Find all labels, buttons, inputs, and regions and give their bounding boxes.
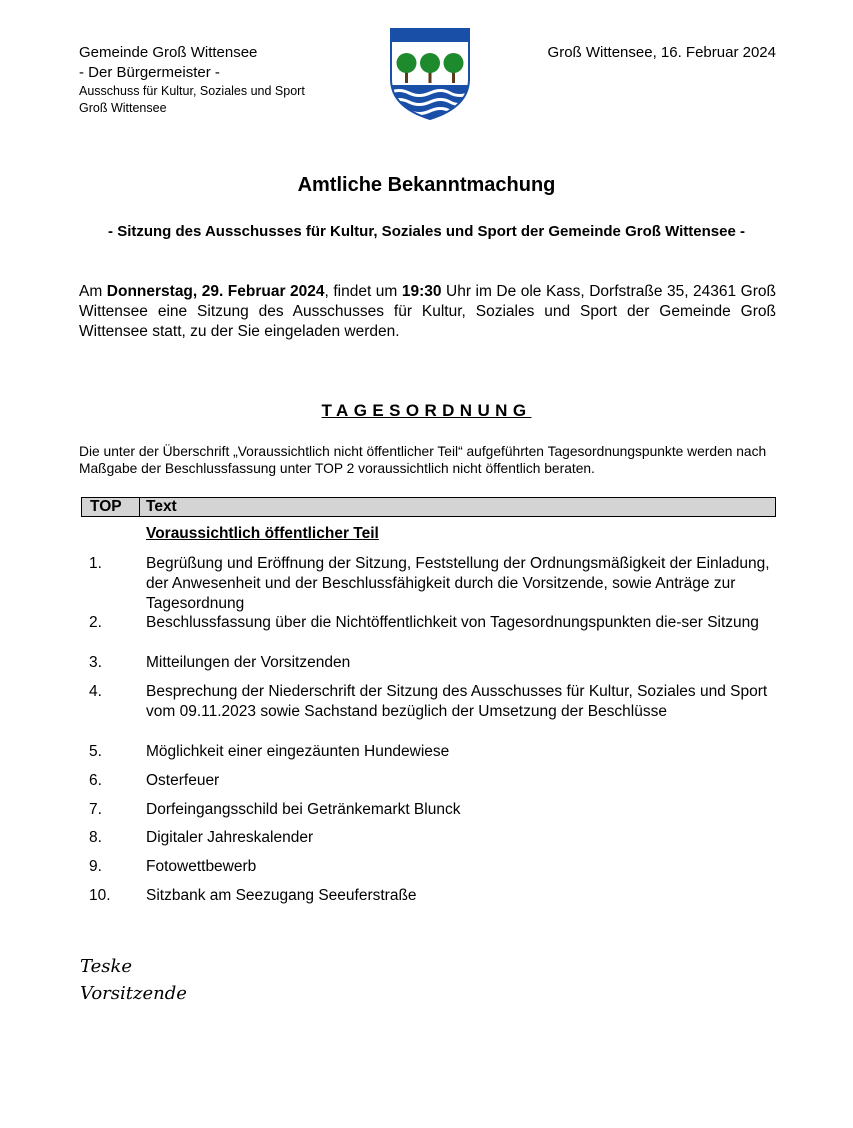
agenda-heading: TAGESORDNUNG bbox=[321, 401, 532, 420]
item-number: 6. bbox=[89, 772, 102, 789]
item-number: 2. bbox=[89, 614, 102, 631]
item-number: 4. bbox=[89, 683, 102, 700]
mayor-line: - Der Bürgermeister - bbox=[79, 64, 220, 81]
item-text: Sitzbank am Seezugang Seeuferstraße bbox=[146, 887, 417, 904]
municipality-name: Gemeinde Groß Wittensee bbox=[79, 44, 258, 61]
section-heading-public: Voraussichtlich öffentlicher Teil bbox=[146, 525, 379, 542]
signature-role: Vorsitzende bbox=[80, 983, 187, 1004]
signature-block bbox=[80, 953, 187, 1007]
meeting-day: Donnerstag, 29. Februar 2024 bbox=[106, 283, 325, 300]
committee-location: Groß Wittensee bbox=[79, 101, 167, 115]
agenda-note: Die unter der Überschrift „Voraussichtlich nicht öffentlicher Teil“ aufgeführten Tagesordnungspunkte werden nach Maßgabe der Beschlussfassung unter TOP 2 voraussichtlich nicht öffentlich beraten. bbox=[79, 444, 767, 476]
page-title: Amtliche Bekanntmachung bbox=[297, 174, 556, 196]
meeting-time: 19:30 bbox=[401, 283, 442, 300]
item-text: Mitteilungen der Vorsitzenden bbox=[146, 654, 351, 671]
intro-mid: , findet um bbox=[324, 283, 402, 300]
page-subtitle: - Sitzung des Ausschusses für Kultur, Soziales und Sport der Gemeinde Groß Wittensee - bbox=[108, 223, 745, 240]
intro-suffix: Uhr im De ole Kass, Dorfstraße 35, 24361 Groß Wittensee eine Sitzung des Ausschusses für Kultur, Soziales und Sport der Gemeinde Groß Wittensee statt, zu der Sie eingeladen werden. bbox=[79, 283, 776, 340]
column-header-text: Text bbox=[146, 498, 177, 515]
item-number: 1. bbox=[89, 555, 102, 572]
item-number: 8. bbox=[89, 829, 102, 846]
item-number: 5. bbox=[89, 743, 102, 760]
item-text: Fotowettbewerb bbox=[146, 858, 257, 875]
item-text: Besprechung der Niederschrift der Sitzung des Ausschusses für Kultur, Soziales und Sport vom 09.11.2023 sowie Sachstand bezüglich der Umsetzung der Beschlüsse bbox=[146, 683, 768, 720]
item-text: Möglichkeit einer eingezäunten Hundewiese bbox=[146, 743, 450, 760]
item-text: Begrüßung und Eröffnung der Sitzung, Feststellung der Ordnungsmäßigkeit der Einladung, der Anwesenheit und der Beschlussfähigkeit durch die Vorsitzende, sowie Anträge zur Tagesordnung bbox=[146, 555, 770, 612]
item-text: Osterfeuer bbox=[146, 772, 220, 789]
item-text: Digitaler Jahreskalender bbox=[146, 829, 314, 846]
document-date: Groß Wittensee, 16. Februar 2024 bbox=[547, 44, 776, 61]
intro-prefix: Am bbox=[79, 283, 107, 300]
item-number: 3. bbox=[89, 654, 102, 671]
column-header-top: TOP bbox=[82, 498, 140, 516]
committee-name: Ausschuss für Kultur, Soziales und Sport bbox=[79, 84, 305, 98]
item-text: Dorfeingangsschild bei Getränkemarkt Blunck bbox=[146, 801, 461, 818]
item-number: 7. bbox=[89, 801, 102, 818]
item-number: 10. bbox=[89, 887, 111, 904]
item-text: Beschlussfassung über die Nichtöffentlichkeit von Tagesordnungspunkten die-ser Sitzung bbox=[146, 614, 759, 631]
item-number: 9. bbox=[89, 858, 102, 875]
signature-name: Teske bbox=[80, 956, 133, 977]
